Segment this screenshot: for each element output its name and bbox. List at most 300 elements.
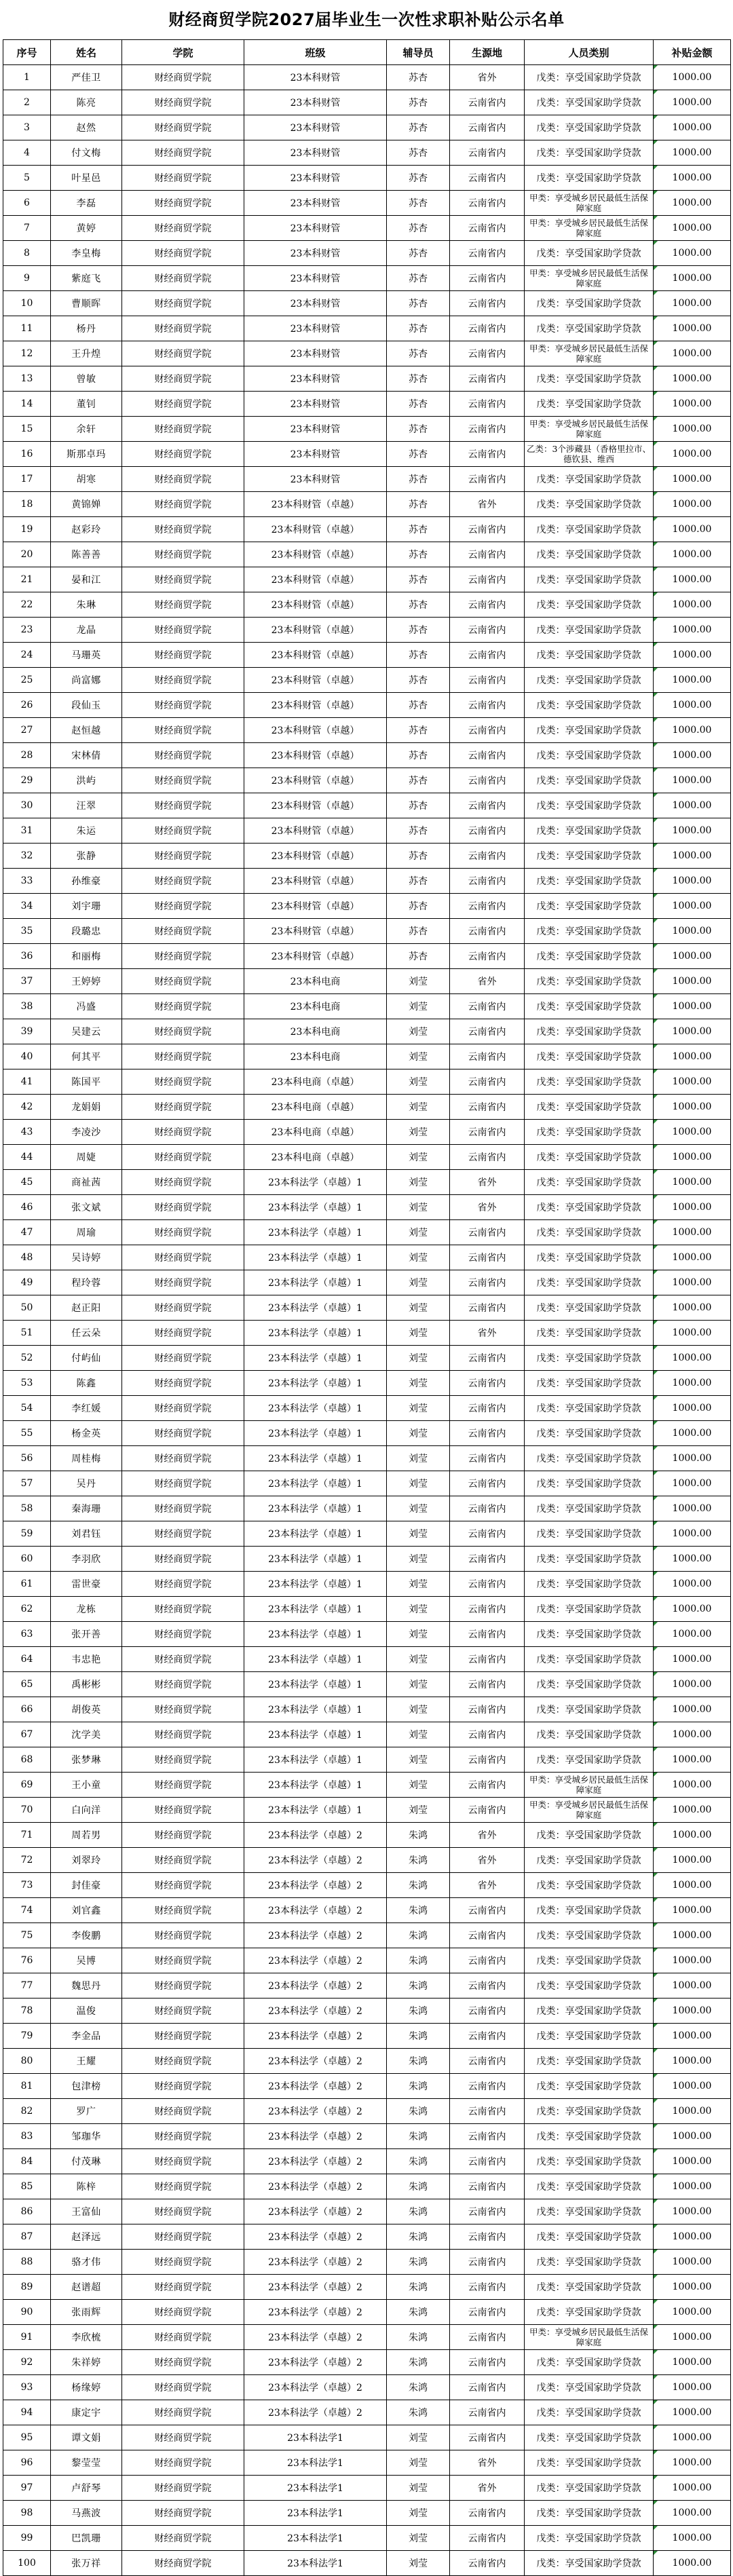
cell-seq: 93 [3,2375,51,2400]
cell-college: 财经商贸学院 [122,2199,244,2224]
cell-name: 陈鑫 [51,1371,122,1396]
header-row [3,40,731,65]
cell-college: 财经商贸学院 [122,668,244,693]
cell-class: 23本科电商（卓越） [244,1069,387,1095]
cell-origin: 云南省内 [450,1346,525,1371]
cell-counselor: 苏杏 [387,919,450,944]
table-row [3,492,731,517]
cell-counselor: 苏杏 [387,166,450,191]
cell-amount: 1000.00 [654,517,731,542]
cell-seq: 77 [3,1973,51,1999]
cell-amount: 1000.00 [654,1873,731,1898]
cell-counselor: 刘莹 [387,1722,450,1747]
cell-seq: 24 [3,643,51,668]
cell-counselor: 刘莹 [387,1245,450,1270]
cell-origin: 省外 [450,65,525,90]
cell-category: 戊类：享受国家助学贷款 [525,2375,654,2400]
cell-college: 财经商贸学院 [122,1747,244,1773]
cell-class: 23本科财管 [244,191,387,216]
table-row [3,1446,731,1471]
cell-class: 23本科法学（卓越）1 [244,1572,387,1597]
cell-counselor: 刘莹 [387,1496,450,1521]
cell-category: 戊类：享受国家助学贷款 [525,1396,654,1421]
cell-class: 23本科财管 [244,241,387,266]
cell-amount: 1000.00 [654,1220,731,1245]
cell-name: 刘翠玲 [51,1848,122,1873]
cell-amount: 1000.00 [654,1823,731,1848]
cell-college: 财经商贸学院 [122,2174,244,2199]
cell-origin: 省外 [450,1321,525,1346]
cell-category: 戊类：享受国家助学贷款 [525,1471,654,1496]
cell-class: 23本科法学（卓越）1 [244,1371,387,1396]
cell-seq: 27 [3,718,51,743]
cell-amount: 1000.00 [654,1120,731,1145]
cell-category: 戊类：享受国家助学贷款 [525,1245,654,1270]
cell-class: 23本科财管（卓越） [244,944,387,969]
cell-amount: 1000.00 [654,1898,731,1923]
cell-college: 财经商贸学院 [122,1220,244,1245]
cell-college: 财经商贸学院 [122,366,244,392]
cell-seq: 7 [3,216,51,241]
table-row [3,1521,731,1547]
cell-origin: 云南省内 [450,1722,525,1747]
cell-origin: 云南省内 [450,1145,525,1170]
cell-college: 财经商贸学院 [122,467,244,492]
cell-college: 财经商贸学院 [122,140,244,166]
cell-category: 戊类：享受国家助学贷款 [525,1873,654,1898]
cell-category: 戊类：享受国家助学贷款 [525,1823,654,1848]
cell-class: 23本科法学（卓越）1 [244,1622,387,1647]
cell-class: 23本科法学（卓越）1 [244,1496,387,1521]
table-row [3,2224,731,2250]
table-row [3,1496,731,1521]
cell-origin: 云南省内 [450,442,525,467]
cell-origin: 省外 [450,1873,525,1898]
cell-counselor: 刘莹 [387,1145,450,1170]
cell-college: 财经商贸学院 [122,1622,244,1647]
cell-category: 戊类：享受国家助学贷款 [525,2124,654,2149]
cell-seq: 81 [3,2074,51,2099]
table-row [3,1170,731,1195]
cell-name: 巴凯珊 [51,2526,122,2551]
cell-college: 财经商贸学院 [122,793,244,818]
cell-name: 杨缘婷 [51,2375,122,2400]
cell-name: 王富仙 [51,2199,122,2224]
table-row [3,2275,731,2300]
cell-class: 23本科财管（卓越） [244,818,387,844]
cell-amount: 1000.00 [654,392,731,417]
cell-seq: 19 [3,517,51,542]
table-row [3,2199,731,2224]
table-row [3,316,731,341]
cell-category: 戊类：享受国家助学贷款 [525,467,654,492]
cell-category: 戊类：享受国家助学贷款 [525,366,654,392]
cell-amount: 1000.00 [654,969,731,994]
cell-counselor: 刘莹 [387,1195,450,1220]
cell-category: 戊类：享受国家助学贷款 [525,2501,654,2526]
cell-name: 李凌沙 [51,1120,122,1145]
table-row [3,1572,731,1597]
cell-name: 马燕波 [51,2501,122,2526]
table-row [3,1120,731,1145]
cell-counselor: 刘莹 [387,1044,450,1069]
cell-origin: 云南省内 [450,2526,525,2551]
cell-counselor: 苏杏 [387,944,450,969]
cell-class: 23本科法学（卓越）2 [244,1898,387,1923]
cell-category: 戊类：享受国家助学贷款 [525,241,654,266]
cell-category: 戊类：享受国家助学贷款 [525,2199,654,2224]
cell-college: 财经商贸学院 [122,1095,244,1120]
cell-name: 杨丹 [51,316,122,341]
cell-class: 23本科法学1 [244,2425,387,2450]
cell-counselor: 朱鸿 [387,2400,450,2425]
cell-seq: 32 [3,844,51,869]
cell-amount: 1000.00 [654,316,731,341]
cell-amount: 1000.00 [654,1722,731,1747]
cell-origin: 云南省内 [450,592,525,618]
cell-origin: 云南省内 [450,919,525,944]
cell-category: 戊类：享受国家助学贷款 [525,542,654,567]
cell-name: 陈亮 [51,90,122,115]
cell-name: 张静 [51,844,122,869]
cell-counselor: 苏杏 [387,517,450,542]
cell-college: 财经商贸学院 [122,818,244,844]
cell-college: 财经商贸学院 [122,2375,244,2400]
cell-name: 马珊英 [51,643,122,668]
cell-class: 23本科财管 [244,115,387,140]
cell-college: 财经商贸学院 [122,90,244,115]
table-row [3,1421,731,1446]
cell-name: 周桂梅 [51,1446,122,1471]
cell-name: 付文梅 [51,140,122,166]
cell-class: 23本科法学（卓越）1 [244,1697,387,1722]
cell-counselor: 苏杏 [387,90,450,115]
cell-amount: 1000.00 [654,2224,731,2250]
cell-category: 戊类：享受国家助学贷款 [525,1019,654,1044]
cell-college: 财经商贸学院 [122,1672,244,1697]
cell-seq: 17 [3,467,51,492]
cell-seq: 10 [3,291,51,316]
cell-origin: 云南省内 [450,2325,525,2350]
table-row [3,65,731,90]
cell-amount: 1000.00 [654,2300,731,2325]
cell-class: 23本科法学（卓越）1 [244,1446,387,1471]
cell-seq: 67 [3,1722,51,1747]
cell-name: 刘宇珊 [51,894,122,919]
cell-category: 戊类：享受国家助学贷款 [525,567,654,592]
cell-amount: 1000.00 [654,1798,731,1823]
cell-college: 财经商贸学院 [122,1471,244,1496]
cell-college: 财经商贸学院 [122,1195,244,1220]
cell-name: 谭文娟 [51,2425,122,2450]
cell-amount: 1000.00 [654,1672,731,1697]
cell-college: 财经商贸学院 [122,1446,244,1471]
cell-origin: 云南省内 [450,2551,525,2576]
cell-seq: 33 [3,869,51,894]
cell-amount: 1000.00 [654,1848,731,1873]
table-row [3,1647,731,1672]
cell-category: 戊类：享受国家助学贷款 [525,1195,654,1220]
cell-name: 段璐忠 [51,919,122,944]
table-row [3,919,731,944]
cell-category: 甲类：享受城乡居民最低生活保障家庭 [525,1773,654,1798]
cell-class: 23本科法学（卓越）1 [244,1195,387,1220]
cell-seq: 6 [3,191,51,216]
cell-counselor: 苏杏 [387,341,450,366]
cell-college: 财经商贸学院 [122,2049,244,2074]
cell-origin: 云南省内 [450,2024,525,2049]
table-row [3,1999,731,2024]
cell-counselor: 刘莹 [387,2476,450,2501]
table-row [3,542,731,567]
cell-seq: 59 [3,1521,51,1547]
cell-counselor: 刘莹 [387,1773,450,1798]
table-row [3,1873,731,1898]
cell-counselor: 苏杏 [387,266,450,291]
cell-category: 戊类：享受国家助学贷款 [525,1597,654,1622]
cell-origin: 云南省内 [450,2174,525,2199]
cell-counselor: 刘莹 [387,1321,450,1346]
cell-college: 财经商贸学院 [122,2024,244,2049]
table-row [3,1195,731,1220]
cell-counselor: 刘莹 [387,1396,450,1421]
cell-counselor: 刘莹 [387,1647,450,1672]
cell-amount: 1000.00 [654,919,731,944]
cell-category: 戊类：享受国家助学贷款 [525,316,654,341]
table-row [3,567,731,592]
table-row [3,793,731,818]
cell-origin: 云南省内 [450,1948,525,1973]
cell-origin: 云南省内 [450,1044,525,1069]
cell-category: 戊类：享受国家助学贷款 [525,944,654,969]
cell-category: 戊类：享受国家助学贷款 [525,1446,654,1471]
cell-counselor: 刘莹 [387,1622,450,1647]
table-row [3,166,731,191]
cell-amount: 1000.00 [654,65,731,90]
table-row [3,1321,731,1346]
cell-name: 黄锦婵 [51,492,122,517]
cell-name: 吴诗婷 [51,1245,122,1270]
cell-name: 禹彬彬 [51,1672,122,1697]
cell-counselor: 朱鸿 [387,2350,450,2375]
table-row [3,1346,731,1371]
cell-counselor: 朱鸿 [387,1923,450,1948]
cell-class: 23本科财管（卓越） [244,492,387,517]
cell-counselor: 朱鸿 [387,1873,450,1898]
cell-amount: 1000.00 [654,1195,731,1220]
cell-class: 23本科法学（卓越）2 [244,2325,387,2350]
cell-seq: 35 [3,919,51,944]
cell-college: 财经商贸学院 [122,1145,244,1170]
cell-college: 财经商贸学院 [122,341,244,366]
cell-amount: 1000.00 [654,2275,731,2300]
cell-counselor: 刘莹 [387,2501,450,2526]
cell-category: 戊类：享受国家助学贷款 [525,1170,654,1195]
cell-amount: 1000.00 [654,1973,731,1999]
cell-class: 23本科法学（卓越）1 [244,1471,387,1496]
cell-category: 戊类：享受国家助学贷款 [525,869,654,894]
cell-counselor: 苏杏 [387,592,450,618]
cell-origin: 云南省内 [450,1923,525,1948]
cell-counselor: 苏杏 [387,442,450,467]
cell-counselor: 朱鸿 [387,2325,450,2350]
cell-seq: 65 [3,1672,51,1697]
cell-category: 戊类：享受国家助学贷款 [525,919,654,944]
cell-origin: 云南省内 [450,1597,525,1622]
cell-category: 戊类：享受国家助学贷款 [525,743,654,768]
cell-amount: 1000.00 [654,241,731,266]
cell-category: 戊类：享受国家助学贷款 [525,1999,654,2024]
cell-seq: 58 [3,1496,51,1521]
cell-amount: 1000.00 [654,115,731,140]
cell-name: 胡寒 [51,467,122,492]
cell-category: 甲类：享受城乡居民最低生活保障家庭 [525,2325,654,2350]
cell-name: 康定宇 [51,2400,122,2425]
cell-amount: 1000.00 [654,542,731,567]
cell-class: 23本科财管（卓越） [244,768,387,793]
cell-college: 财经商贸学院 [122,1647,244,1672]
cell-seq: 97 [3,2476,51,2501]
cell-seq: 61 [3,1572,51,1597]
cell-seq: 55 [3,1421,51,1446]
cell-counselor: 苏杏 [387,467,450,492]
cell-class: 23本科法学（卓越）1 [244,1270,387,1295]
cell-class: 23本科法学（卓越）2 [244,1848,387,1873]
cell-class: 23本科财管（卓越） [244,919,387,944]
cell-class: 23本科法学（卓越）1 [244,1521,387,1547]
cell-class: 23本科电商 [244,969,387,994]
cell-amount: 1000.00 [654,1245,731,1270]
cell-name: 王婷婷 [51,969,122,994]
cell-name: 曾敏 [51,366,122,392]
cell-origin: 云南省内 [450,241,525,266]
cell-origin: 云南省内 [450,115,525,140]
cell-counselor: 苏杏 [387,894,450,919]
cell-origin: 云南省内 [450,1095,525,1120]
cell-college: 财经商贸学院 [122,1044,244,1069]
cell-seq: 3 [3,115,51,140]
header-class: 班级 [244,40,387,65]
cell-seq: 53 [3,1371,51,1396]
cell-college: 财经商贸学院 [122,1873,244,1898]
cell-name: 段仙玉 [51,693,122,718]
cell-name: 魏思丹 [51,1973,122,1999]
cell-class: 23本科法学（卓越）2 [244,2074,387,2099]
cell-counselor: 苏杏 [387,743,450,768]
cell-name: 张梦琳 [51,1747,122,1773]
cell-college: 财经商贸学院 [122,1396,244,1421]
cell-class: 23本科财管（卓越） [244,894,387,919]
cell-name: 赵然 [51,115,122,140]
cell-name: 孙维豪 [51,869,122,894]
table-row [3,844,731,869]
cell-amount: 1000.00 [654,2024,731,2049]
cell-name: 陈梓 [51,2174,122,2199]
cell-category: 戊类：享受国家助学贷款 [525,592,654,618]
cell-seq: 18 [3,492,51,517]
cell-seq: 88 [3,2250,51,2275]
cell-counselor: 刘莹 [387,1170,450,1195]
cell-category: 戊类：享受国家助学贷款 [525,668,654,693]
cell-counselor: 朱鸿 [387,2024,450,2049]
table-row [3,1747,731,1773]
cell-counselor: 刘莹 [387,1446,450,1471]
table-row [3,818,731,844]
cell-seq: 37 [3,969,51,994]
cell-category: 戊类：享受国家助学贷款 [525,2526,654,2551]
cell-origin: 云南省内 [450,844,525,869]
table-row [3,668,731,693]
cell-seq: 40 [3,1044,51,1069]
cell-counselor: 朱鸿 [387,1823,450,1848]
cell-category: 戊类：享受国家助学贷款 [525,1295,654,1321]
cell-origin: 云南省内 [450,1773,525,1798]
cell-origin: 云南省内 [450,140,525,166]
cell-origin: 云南省内 [450,1647,525,1672]
cell-name: 李欣梳 [51,2325,122,2350]
cell-counselor: 朱鸿 [387,2049,450,2074]
cell-class: 23本科法学1 [244,2476,387,2501]
cell-counselor: 苏杏 [387,191,450,216]
cell-class: 23本科法学（卓越）1 [244,1547,387,1572]
table-row [3,1848,731,1873]
cell-seq: 57 [3,1471,51,1496]
cell-name: 李羽欣 [51,1547,122,1572]
cell-name: 龙晶 [51,618,122,643]
cell-counselor: 朱鸿 [387,2250,450,2275]
cell-seq: 21 [3,567,51,592]
cell-counselor: 刘莹 [387,1597,450,1622]
table-row [3,140,731,166]
cell-class: 23本科法学（卓越）2 [244,1948,387,1973]
cell-counselor: 苏杏 [387,392,450,417]
table-row [3,1220,731,1245]
cell-name: 包津榜 [51,2074,122,2099]
cell-category: 戊类：享受国家助学贷款 [525,65,654,90]
cell-origin: 云南省内 [450,869,525,894]
cell-counselor: 朱鸿 [387,2124,450,2149]
cell-class: 23本科法学（卓越）2 [244,1873,387,1898]
cell-college: 财经商贸学院 [122,1245,244,1270]
table-row [3,2024,731,2049]
cell-college: 财经商贸学院 [122,442,244,467]
cell-amount: 1000.00 [654,618,731,643]
table-row [3,2425,731,2450]
cell-seq: 2 [3,90,51,115]
cell-amount: 1000.00 [654,291,731,316]
cell-origin: 云南省内 [450,1521,525,1547]
cell-class: 23本科法学（卓越）1 [244,1597,387,1622]
cell-category: 戊类：享受国家助学贷款 [525,1647,654,1672]
cell-college: 财经商贸学院 [122,1572,244,1597]
cell-amount: 1000.00 [654,592,731,618]
cell-class: 23本科财管 [244,442,387,467]
page-title: 财经商贸学院2027届毕业生一次性求职补贴公示名单 [168,10,565,29]
cell-counselor: 苏杏 [387,216,450,241]
cell-college: 财经商贸学院 [122,166,244,191]
cell-name: 赵谱超 [51,2275,122,2300]
table-row [3,2400,731,2425]
cell-college: 财经商贸学院 [122,1346,244,1371]
table-row [3,1069,731,1095]
cell-seq: 71 [3,1823,51,1848]
cell-category: 戊类：享受国家助学贷款 [525,2174,654,2199]
cell-amount: 1000.00 [654,2049,731,2074]
table-row [3,1898,731,1923]
cell-seq: 47 [3,1220,51,1245]
cell-college: 财经商贸学院 [122,1270,244,1295]
cell-origin: 云南省内 [450,1999,525,2024]
